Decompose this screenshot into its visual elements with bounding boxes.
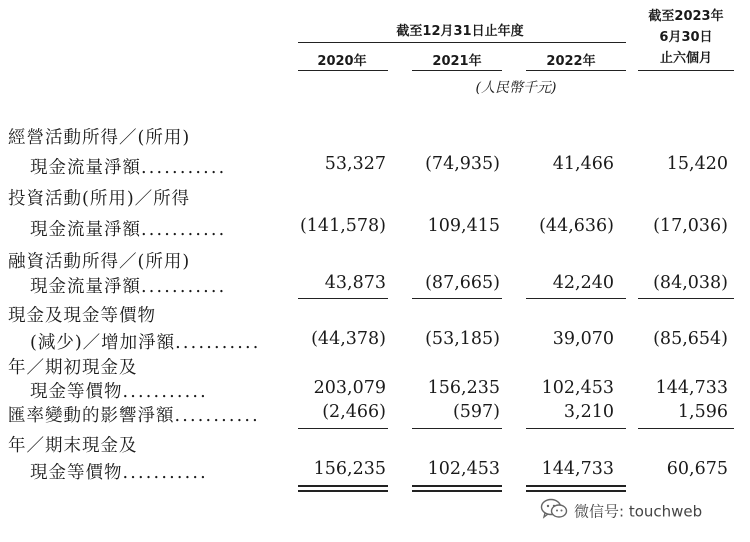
wechat-icon bbox=[540, 498, 568, 524]
row-label-text: 現金等價物 bbox=[30, 382, 123, 402]
value-2021: (87,665) bbox=[425, 273, 500, 293]
column-group-title: 截至12月31日止年度 bbox=[396, 24, 524, 39]
row-label-single bbox=[8, 402, 260, 427]
row-label-text: 現金流量淨額 bbox=[30, 220, 141, 240]
value-2022: 41,466 bbox=[552, 154, 614, 174]
year-rule-2022 bbox=[526, 70, 626, 71]
value-2022: 144,733 bbox=[541, 459, 614, 479]
value-2020: (44,378) bbox=[311, 329, 386, 349]
value-2022: (44,636) bbox=[539, 216, 614, 236]
leader-dots: ........... bbox=[141, 158, 227, 178]
value-2022: 39,070 bbox=[552, 329, 614, 349]
subtotal-rule bbox=[526, 428, 626, 429]
row-label-text: 現金等價物 bbox=[30, 463, 123, 483]
value-h1-2023: 15,420 bbox=[666, 154, 728, 174]
total-double-rule-bottom bbox=[526, 490, 626, 492]
value-h1-2023: 144,733 bbox=[655, 378, 728, 398]
subtotal-rule bbox=[526, 298, 626, 299]
row-label: 現金及現金等價物 bbox=[8, 306, 156, 326]
watermark-text: 微信号: touchweb bbox=[574, 502, 703, 521]
year-rule-2020 bbox=[298, 70, 388, 71]
row-label-text: 匯率變動的影響淨額 bbox=[8, 406, 175, 426]
value-2020: (141,578) bbox=[299, 216, 386, 236]
subtotal-rule bbox=[298, 428, 388, 429]
leader-dots: ........... bbox=[122, 463, 208, 483]
value-2022: 42,240 bbox=[552, 273, 614, 293]
row-label-line2 bbox=[30, 378, 208, 403]
value-h1-2023: 60,675 bbox=[666, 459, 728, 479]
header-group-rule bbox=[298, 42, 626, 43]
value-h1-2023: (17,036) bbox=[653, 216, 728, 236]
value-2021: 109,415 bbox=[427, 216, 500, 236]
total-double-rule-top bbox=[526, 485, 626, 487]
row-label: 年／期初現金及 bbox=[8, 358, 138, 378]
row-label-line2 bbox=[30, 216, 226, 241]
total-double-rule-top bbox=[412, 485, 502, 487]
period-header-line1: 截至2023年 bbox=[648, 9, 724, 24]
year-header-2021: 2021年 bbox=[432, 54, 482, 69]
period-header bbox=[638, 6, 734, 69]
subtotal-rule bbox=[298, 298, 388, 299]
value-2021: 156,235 bbox=[427, 378, 500, 398]
subtotal-rule bbox=[412, 298, 502, 299]
row-label: 年／期末現金及 bbox=[8, 436, 138, 456]
year-rule-2021 bbox=[412, 70, 502, 71]
leader-dots: ........... bbox=[174, 406, 260, 426]
total-double-rule-bottom bbox=[412, 490, 502, 492]
row-label-line2 bbox=[30, 154, 226, 179]
leader-dots: ........... bbox=[141, 220, 227, 240]
value-2021: 102,453 bbox=[427, 459, 500, 479]
value-2021: (597) bbox=[452, 402, 500, 422]
leader-dots: ........... bbox=[141, 277, 227, 297]
leader-dots: ........... bbox=[122, 382, 208, 402]
value-2020: 156,235 bbox=[313, 459, 386, 479]
value-h1-2023: (85,654) bbox=[653, 329, 728, 349]
total-double-rule-bottom bbox=[298, 490, 388, 492]
row-label-text: (減少)／增加淨額 bbox=[30, 333, 176, 353]
row-label: 投資活動(所用)／所得 bbox=[8, 189, 191, 209]
leader-dots: ........... bbox=[175, 333, 261, 353]
value-2020: 43,873 bbox=[324, 273, 386, 293]
currency-unit: (人民幣千元) bbox=[475, 80, 557, 96]
row-label: 融資活動所得／(所用) bbox=[8, 252, 191, 272]
year-header-2020: 2020年 bbox=[317, 54, 367, 69]
row-label-line2 bbox=[30, 273, 226, 298]
value-2020: (2,466) bbox=[322, 402, 386, 422]
period-header-line2: 6月30日 bbox=[659, 30, 713, 45]
row-label-text: 現金流量淨額 bbox=[30, 277, 141, 297]
value-h1-2023: 1,596 bbox=[677, 402, 728, 422]
period-rule bbox=[638, 70, 734, 71]
value-2021: (74,935) bbox=[425, 154, 500, 174]
value-2020: 53,327 bbox=[324, 154, 386, 174]
total-double-rule-top bbox=[298, 485, 388, 487]
subtotal-rule bbox=[638, 428, 734, 429]
value-2021: (53,185) bbox=[425, 329, 500, 349]
row-label-line2 bbox=[30, 459, 208, 484]
subtotal-rule bbox=[638, 298, 734, 299]
subtotal-rule bbox=[412, 428, 502, 429]
value-2020: 203,079 bbox=[313, 378, 386, 398]
year-header-2022: 2022年 bbox=[546, 54, 596, 69]
row-label-text: 現金流量淨額 bbox=[30, 158, 141, 178]
value-h1-2023: (84,038) bbox=[653, 273, 728, 293]
value-2022: 3,210 bbox=[563, 402, 614, 422]
row-label-line2 bbox=[30, 329, 261, 354]
row-label: 經營活動所得／(所用) bbox=[8, 128, 191, 148]
period-header-line3: 止六個月 bbox=[659, 51, 712, 66]
watermark bbox=[540, 498, 702, 524]
value-2022: 102,453 bbox=[541, 378, 614, 398]
